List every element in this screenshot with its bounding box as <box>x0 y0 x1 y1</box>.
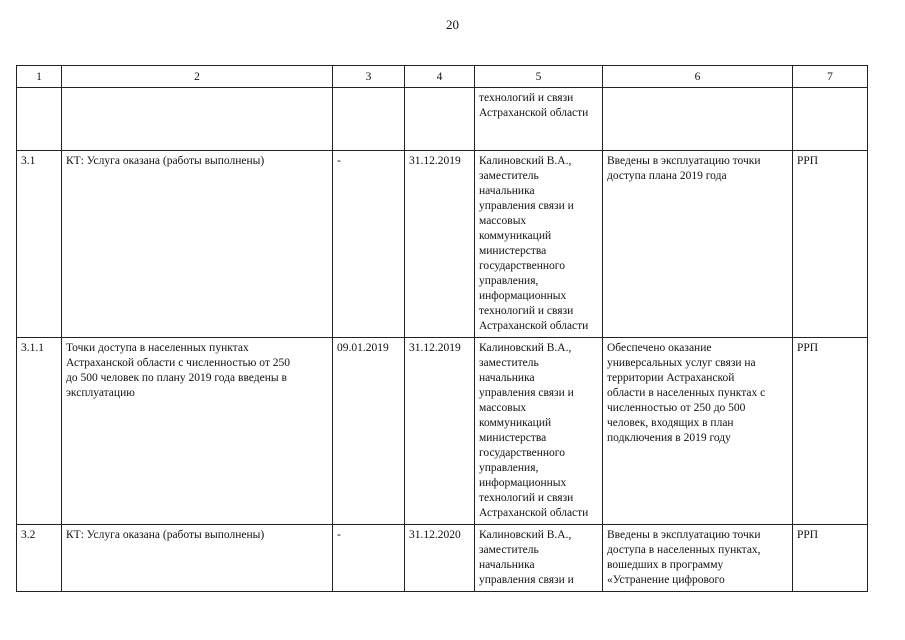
cell-name: Точки доступа в населенных пунктах Астраханской области с численностью от 250 до 500 человек по плану 2019 года введены в эксплуатацию <box>62 338 333 525</box>
cell-number: 3.2 <box>17 525 62 592</box>
cell-responsible: технологий и связи Астраханской области <box>475 88 603 151</box>
cell-start-date: - <box>333 525 405 592</box>
cell-start-date <box>333 88 405 151</box>
plan-table <box>16 65 868 592</box>
cell-end-date <box>405 88 475 151</box>
header-col-1: 1 <box>17 66 62 88</box>
page-number: 20 <box>446 17 459 32</box>
cell-result <box>603 88 793 151</box>
header-row <box>17 66 868 88</box>
cell-responsible: Калиновский В.А., заместитель начальника управления связи и массовых коммуникаций министерства государственного управления, информационных технологий и связи Астраханской области <box>475 338 603 525</box>
cell-result: Введены в эксплуатацию точки доступа плана 2019 года <box>603 151 793 338</box>
cell-document: РРП <box>793 151 868 338</box>
cell-end-date: 31.12.2019 <box>405 151 475 338</box>
cell-number: 3.1.1 <box>17 338 62 525</box>
cell-document: РРП <box>793 338 868 525</box>
table-row-3-2 <box>17 525 868 592</box>
cell-start-date: - <box>333 151 405 338</box>
header-col-3: 3 <box>333 66 405 88</box>
table-row-3-1-1 <box>17 338 868 525</box>
table-row-3-1 <box>17 151 868 338</box>
cell-result: Введены в эксплуатацию точки доступа в населенных пунктах, вошедших в программу «Устранение цифрового <box>603 525 793 592</box>
cell-document: РРП <box>793 525 868 592</box>
cell-responsible: Калиновский В.А., заместитель начальника управления связи и <box>475 525 603 592</box>
cell-end-date: 31.12.2020 <box>405 525 475 592</box>
cell-name: КТ: Услуга оказана (работы выполнены) <box>62 151 333 338</box>
cell-document <box>793 88 868 151</box>
header-col-6: 6 <box>603 66 793 88</box>
header-col-4: 4 <box>405 66 475 88</box>
header-col-2: 2 <box>62 66 333 88</box>
cell-responsible: Калиновский В.А., заместитель начальника управления связи и массовых коммуникаций министерства государственного управления, информационных технологий и связи Астраханской области <box>475 151 603 338</box>
cell-start-date: 09.01.2019 <box>333 338 405 525</box>
header-col-5: 5 <box>475 66 603 88</box>
cell-result: Обеспечено оказание универсальных услуг связи на территории Астраханской области в населенных пунктах с численностью от 250 до 500 человек, входящих в план подключения в 2019 году <box>603 338 793 525</box>
cell-end-date: 31.12.2019 <box>405 338 475 525</box>
cell-number: 3.1 <box>17 151 62 338</box>
cell-number <box>17 88 62 151</box>
cell-name: КТ: Услуга оказана (работы выполнены) <box>62 525 333 592</box>
header-col-7: 7 <box>793 66 868 88</box>
cell-name <box>62 88 333 151</box>
table-row-continuation <box>17 88 868 151</box>
